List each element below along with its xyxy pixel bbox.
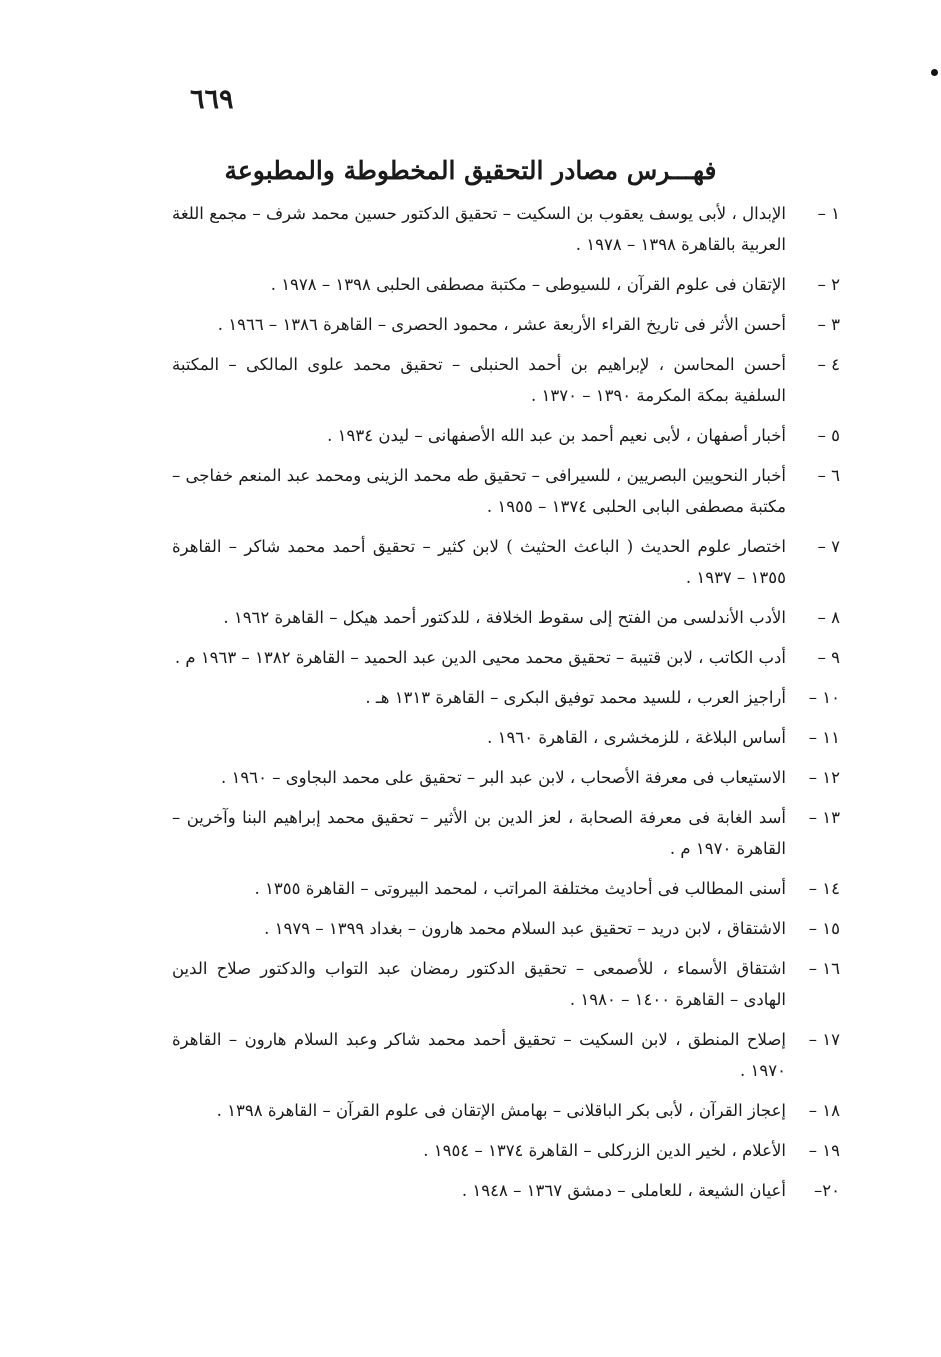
bibliography-entry-4 (172, 349, 840, 411)
entry-number: ١٨ – (808, 1101, 840, 1120)
bibliography-entry-10 (172, 682, 840, 713)
bibliography-entry-2 (172, 269, 840, 300)
bibliography-entry-18 (172, 1095, 840, 1126)
entry-text: الأعلام ، لخير الدين الزركلى – القاهرة ١٣٧٤ – ١٩٥٤ . (423, 1141, 786, 1160)
entry-text: الاشتقاق ، لابن دريد – تحقيق عبد السلام محمد هارون – بغداد ١٣٩٩ – ١٩٧٩ . (264, 919, 786, 938)
entry-text: أسنى المطالب فى أحاديث مختلفة المراتب ، لمحمد البيروتى – القاهرة ١٣٥٥ . (254, 879, 786, 898)
bibliography-entry-19 (172, 1135, 840, 1166)
bibliography-entry-12 (172, 762, 840, 793)
entry-text: أدب الكاتب ، لابن قتيبة – تحقيق محمد محيى الدين عبد الحميد – القاهرة ١٣٨٢ – ١٩٦٣ م . (174, 648, 786, 667)
entry-number: ١٣ – (808, 808, 840, 827)
entry-number: ٦ – (817, 466, 840, 485)
page-number: ٦٦٩ (190, 84, 234, 115)
entry-text: أراجيز العرب ، للسيد محمد توفيق البكرى – القاهرة ١٣١٣ هـ . (365, 688, 786, 707)
entry-text: إعجاز القرآن ، لأبى بكر الباقلانى – بهامش الإتقان فى علوم القرآن – القاهرة ١٣٩٨ . (216, 1101, 786, 1120)
entry-text: اختصار علوم الحديث ( الباعث الحثيث ) لابن كثير – تحقيق أحمد محمد شاكر – القاهرة ١٣٥٥ – ١٩٣٧ . (172, 537, 786, 587)
bibliography-entry-15 (172, 913, 840, 944)
entry-text: الإتقان فى علوم القرآن ، للسيوطى – مكتبة مصطفى الحلبى ١٣٩٨ – ١٩٧٨ . (270, 275, 786, 294)
entry-number: ٣ – (817, 315, 840, 334)
entry-number: ١٥ – (808, 919, 840, 938)
page-title: فهـــرس مصادر التحقيق المخطوطة والمطبوعة (224, 156, 717, 185)
entry-text: الإبدال ، لأبى يوسف يعقوب بن السكيت – تحقيق الدكتور حسين محمد شرف – مجمع اللغة العربية بالقاهرة ١٣٩٨ – ١٩٧٨ . (172, 204, 786, 254)
entry-text: الاستيعاب فى معرفة الأصحاب ، لابن عبد البر – تحقيق على محمد البجاوى – ١٩٦٠ . (221, 768, 786, 787)
entry-number: ١ – (817, 204, 840, 223)
bibliography-entry-3 (172, 309, 840, 340)
bibliography-entry-1 (172, 198, 840, 260)
entry-number: ٢٠– (814, 1181, 840, 1200)
entry-number: ١١ – (808, 728, 840, 747)
bibliography-entry-16 (172, 953, 840, 1015)
bibliography-entry-13 (172, 802, 840, 864)
entry-number: ١٤ – (808, 879, 840, 898)
entry-number: ١٩ – (808, 1141, 840, 1160)
bibliography-entry-6 (172, 460, 840, 522)
entry-text: أعيان الشيعة ، للعاملى – دمشق ١٣٦٧ – ١٩٤٨ . (461, 1181, 786, 1200)
entry-text: اشتقاق الأسماء ، للأصمعى – تحقيق الدكتور رمضان عبد التواب والدكتور صلاح الدين الهادى – القاهرة ١٤٠٠ – ١٩٨٠ . (172, 959, 786, 1009)
entry-text: أسد الغابة فى معرفة الصحابة ، لعز الدين بن الأثير – تحقيق محمد إبراهيم البنا وآخرين – القاهرة ١٩٧٠ م . (172, 808, 786, 858)
bibliography-entry-9 (172, 642, 840, 673)
entry-text: أخبار أصفهان ، لأبى نعيم أحمد بن عبد الله الأصفهانى – ليدن ١٩٣٤ . (327, 426, 786, 445)
entry-number: ٤ – (817, 355, 840, 374)
entry-number: ٨ – (817, 608, 840, 627)
bibliography-entry-8 (172, 602, 840, 633)
entry-number: ١٢ – (808, 768, 840, 787)
bibliography-entry-11 (172, 722, 840, 753)
bibliography-list (172, 198, 840, 1215)
entry-text: أساس البلاغة ، للزمخشرى ، القاهرة ١٩٦٠ . (487, 728, 786, 747)
bibliography-entry-20 (172, 1175, 840, 1206)
entry-number: ١٠ – (808, 688, 840, 707)
entry-number: ١٧ – (808, 1030, 840, 1049)
entry-text: الأدب الأندلسى من الفتح إلى سقوط الخلافة ، للدكتور أحمد هيكل – القاهرة ١٩٦٢ . (223, 608, 786, 627)
entry-text: أخبار النحويين البصريين ، للسيرافى – تحقيق طه محمد الزينى ومحمد عبد المنعم خفاجى – مكتبة مصطفى البابى الحلبى ١٣٧٤ – ١٩٥٥ . (172, 466, 786, 516)
entry-number: ١٦ – (808, 959, 840, 978)
entry-number: ٩ – (817, 648, 840, 667)
entry-text: أحسن الأثر فى تاريخ القراء الأربعة عشر ، محمود الحصرى – القاهرة ١٣٨٦ – ١٩٦٦ . (217, 315, 786, 334)
bibliography-entry-7 (172, 531, 840, 593)
entry-number: ٧ – (817, 537, 840, 556)
bibliography-entry-17 (172, 1024, 840, 1086)
entry-number: ٥ – (817, 426, 840, 445)
margin-mark (931, 69, 938, 76)
entry-text: أحسن المحاسن ، لإبراهيم بن أحمد الحنبلى – تحقيق محمد علوى المالكى – المكتبة السلفية بمكة المكرمة ١٣٩٠ – ١٣٧٠ . (172, 355, 786, 405)
entry-number: ٢ – (817, 275, 840, 294)
bibliography-entry-5 (172, 420, 840, 451)
bibliography-entry-14 (172, 873, 840, 904)
entry-text: إصلاح المنطق ، لابن السكيت – تحقيق أحمد محمد شاكر وعبد السلام هارون – القاهرة ١٩٧٠ . (172, 1030, 786, 1080)
